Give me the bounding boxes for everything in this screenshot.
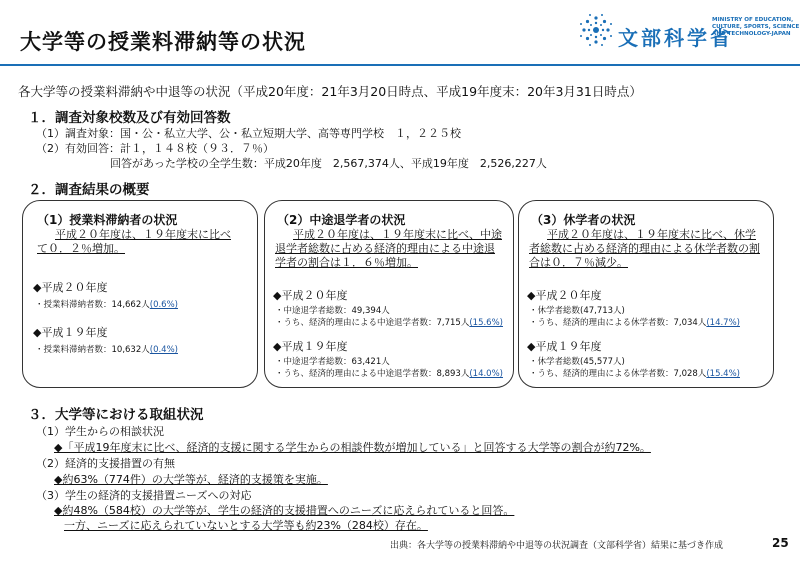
section3-item1-detail: ◆「平成19年度末に比べ、経済的支援に関する学生からの相談件数が増加している」と回答する大学等の割合が約72%。 <box>54 441 651 454</box>
section3-item3-detail1: ◆約48%（584校）の大学等が、学生の経済的支援措置へのニーズに応えられていると回答。 <box>54 504 515 517</box>
box-year1: ◆平成２０年度 <box>33 281 108 294</box>
header-divider <box>0 64 800 66</box>
box-year2-line1: ・中途退学者総数：63,421人 <box>275 357 390 367</box>
source-note: 出典：各大学等の授業料滞納や中退等の状況調査（文部科学省）結果に基づき作成 <box>390 541 724 551</box>
box-year2-line1: ・授業料滞納者数：10,632人(0.4%) <box>35 345 178 355</box>
section1-heading: １．調査対象校数及び有効回答数 <box>28 110 231 126</box>
section3-heading: ３．大学等における取組状況 <box>28 407 204 423</box>
section1-line2: （2）有効回答：計１，１４８校（９３．７％） <box>36 142 274 155</box>
section3-item3-detail2: 一方、ニーズに応えられていないとする大学等も約23%（284校）存在。 <box>64 519 428 532</box>
box-year1-line1: ・授業料滞納者数：14,662人(0.6%) <box>35 300 178 310</box>
section2-heading: ２．調査結果の概要 <box>28 182 150 198</box>
page-number: 25 <box>772 536 789 550</box>
ministry-name: 文部科学省 <box>618 26 733 50</box>
ministry-logo-icon <box>578 12 614 48</box>
box-title: （1）授業料滞納者の状況 <box>37 213 178 227</box>
box-year2: ◆平成１９年度 <box>33 326 108 339</box>
section3-item2: （2）経済的支援措置の有無 <box>36 457 175 470</box>
result-box-dropout <box>264 200 514 388</box>
result-box-tuition <box>22 200 258 388</box>
section3-item2-detail: ◆約63%（774件）の大学等が、経済的支援策を実施。 <box>54 473 328 486</box>
box-summary: 平成２０年度は、１９年度末に比べ、休学者総数に占める経済的理由による休学者数の割合は０．７％減少。 <box>529 228 760 269</box>
box-year1-line2: ・うち、経済的理由による休学者数：7,034人(14.7%) <box>529 318 740 328</box>
box-year1: ◆平成２０年度 <box>273 289 348 302</box>
box-year1-line1: ・休学者総数(47,713人) <box>529 306 625 316</box>
box-summary: 平成２０年度は、１９年度末に比べ、中途退学者総数に占める経済的理由による中途退学者の割合は１．６％増加。 <box>275 228 502 269</box>
box-year2: ◆平成１９年度 <box>527 340 602 353</box>
box-title: （2）中途退学者の状況 <box>277 213 406 227</box>
page-title: 大学等の授業料滞納等の状況 <box>20 30 306 54</box>
result-box-leave <box>518 200 774 388</box>
box-year1-line1: ・中途退学者総数：49,394人 <box>275 306 390 316</box>
box-year1: ◆平成２０年度 <box>527 289 602 302</box>
box-year2-line2: ・うち、経済的理由による休学者数：7,028人(15.4%) <box>529 369 740 379</box>
box-year2-line2: ・うち、経済的理由による中途退学者数：8,893人(14.0%) <box>275 369 503 379</box>
section1-line3: 回答があった学校の全学生数：平成20年度 2,567,374人、平成19年度 2,526,227人 <box>110 157 547 170</box>
box-title: （3）休学者の状況 <box>531 213 636 227</box>
page-subtitle: 各大学等の授業料滞納や中退等の状況（平成20年度：21年3月20日時点、平成19年度末：20年3月31日時点） <box>18 84 642 99</box>
box-summary: 平成２０年度は、１９年度末に比べて０．２％増加。 <box>37 228 231 255</box>
box-year2: ◆平成１９年度 <box>273 340 348 353</box>
section3-item3: （3）学生の経済的支援措置ニーズへの対応 <box>36 489 252 502</box>
section3-item1: （1）学生からの相談状況 <box>36 425 164 438</box>
box-year1-line2: ・うち、経済的理由による中途退学者数：7,715人(15.6%) <box>275 318 503 328</box>
box-year2-line1: ・休学者総数(45,577人) <box>529 357 625 367</box>
ministry-name-en: MINISTRY OF EDUCATION, CULTURE, SPORTS, SCIENCE AND TECHNOLOGY-JAPAN <box>712 17 800 37</box>
section1-line1: （1）調査対象：国・公・私立大学、公・私立短期大学、高等専門学校 １，２２５校 <box>36 127 461 140</box>
